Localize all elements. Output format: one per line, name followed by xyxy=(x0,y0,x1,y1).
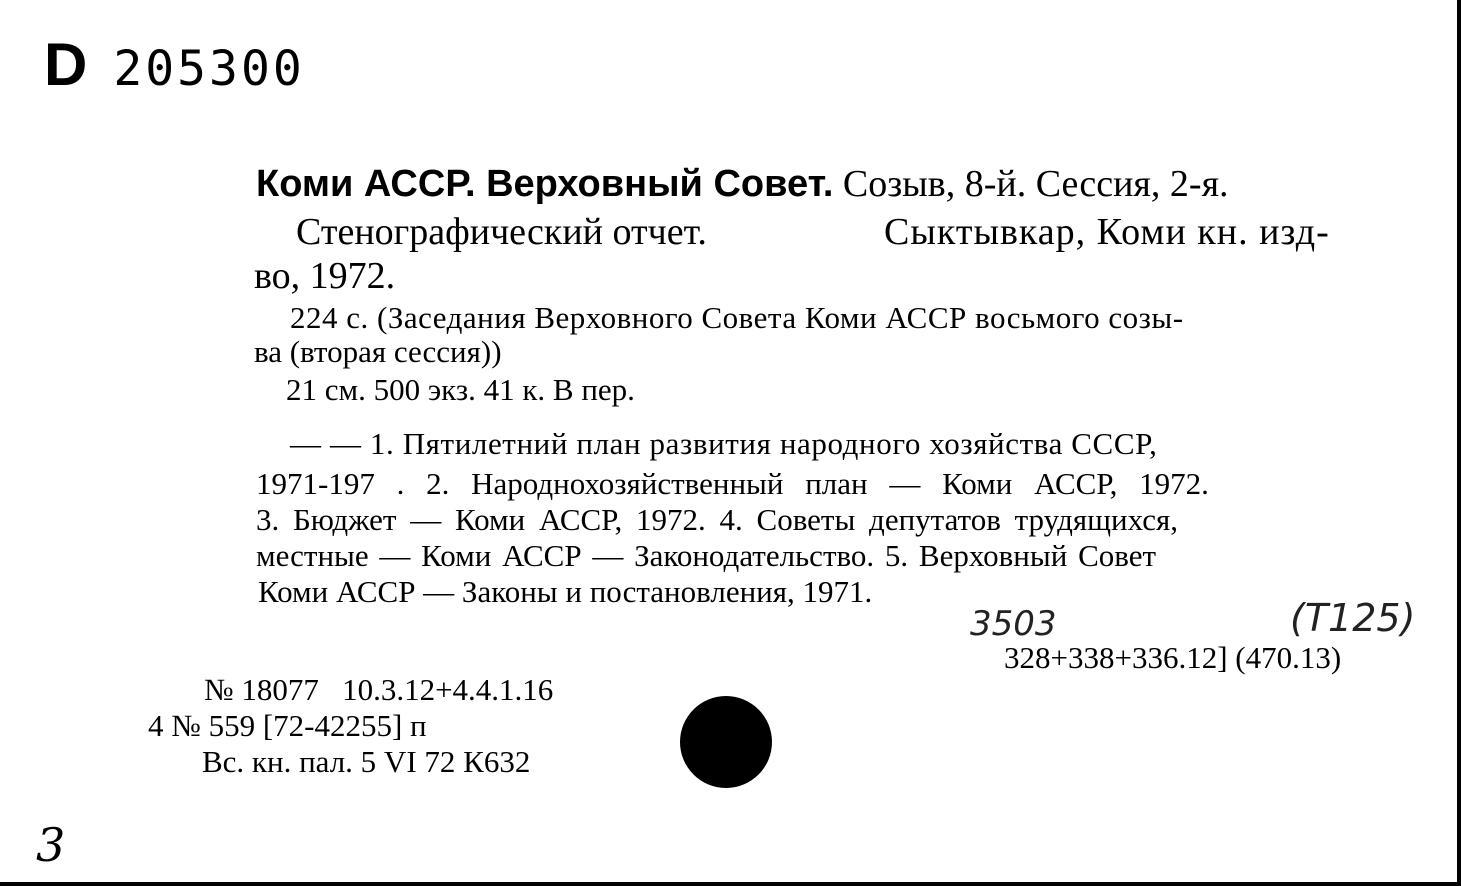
chamber-line: Вс. кн. пал. 5 VI 72 К632 xyxy=(202,744,531,779)
accession-number xyxy=(44,30,305,99)
title-line-1 xyxy=(296,210,707,254)
accession-digits: 205300 xyxy=(113,41,305,97)
heading-author: Коми АССР. Верховный Совет. xyxy=(256,163,834,205)
imprint-text xyxy=(884,210,1330,254)
subject-line-3: 3. Бюджет — Коми АССР, 1972. 4. Советы депутатов трудящихся, xyxy=(256,502,1179,537)
subject-line-1: — — 1. Пятилетний план развития народного хозяйства СССР, xyxy=(290,426,1158,461)
title-text: Стенографический отчет. xyxy=(296,211,707,253)
collation-line-2: ва (вторая сессия)) xyxy=(254,334,502,369)
record-number-line: № 18077 10.3.12+4.4.1.16 xyxy=(204,672,554,707)
classification-index: 328+338+336.12] (470.13) xyxy=(1004,640,1342,675)
subject-line-4: местные — Коми АССР — Законодательство. 5. Верховный Совет xyxy=(256,538,1157,573)
order-number-line: 4 № 559 [72-42255] п xyxy=(148,708,427,743)
handwritten-number: 3503 xyxy=(970,604,1057,644)
heading-session: Созыв, 8-й. Сессия, 2-я. xyxy=(842,163,1229,205)
imprint-place: Сыктывкар, Коми кн. изд- xyxy=(884,211,1330,253)
heading-line xyxy=(256,162,1229,206)
physical-description: 21 см. 500 экз. 41 к. В пер. xyxy=(286,372,635,407)
collation-line-1: 224 с. (Заседания Верховного Совета Коми АССР восьмого созы- xyxy=(290,300,1184,335)
subject-line-2: 1971-197 . 2. Народнохозяйственный план — Коми АССР, 1972. xyxy=(256,466,1209,501)
imprint-year: во, 1972. xyxy=(254,255,396,297)
accession-letter: D xyxy=(44,31,92,98)
corner-handwritten-mark: 3 xyxy=(36,818,66,872)
subject-line-5: Коми АССР — Законы и постановления, 1971. xyxy=(258,574,873,609)
black-dot-mark xyxy=(680,696,772,788)
handwritten-code: (Т125) xyxy=(1290,596,1416,640)
